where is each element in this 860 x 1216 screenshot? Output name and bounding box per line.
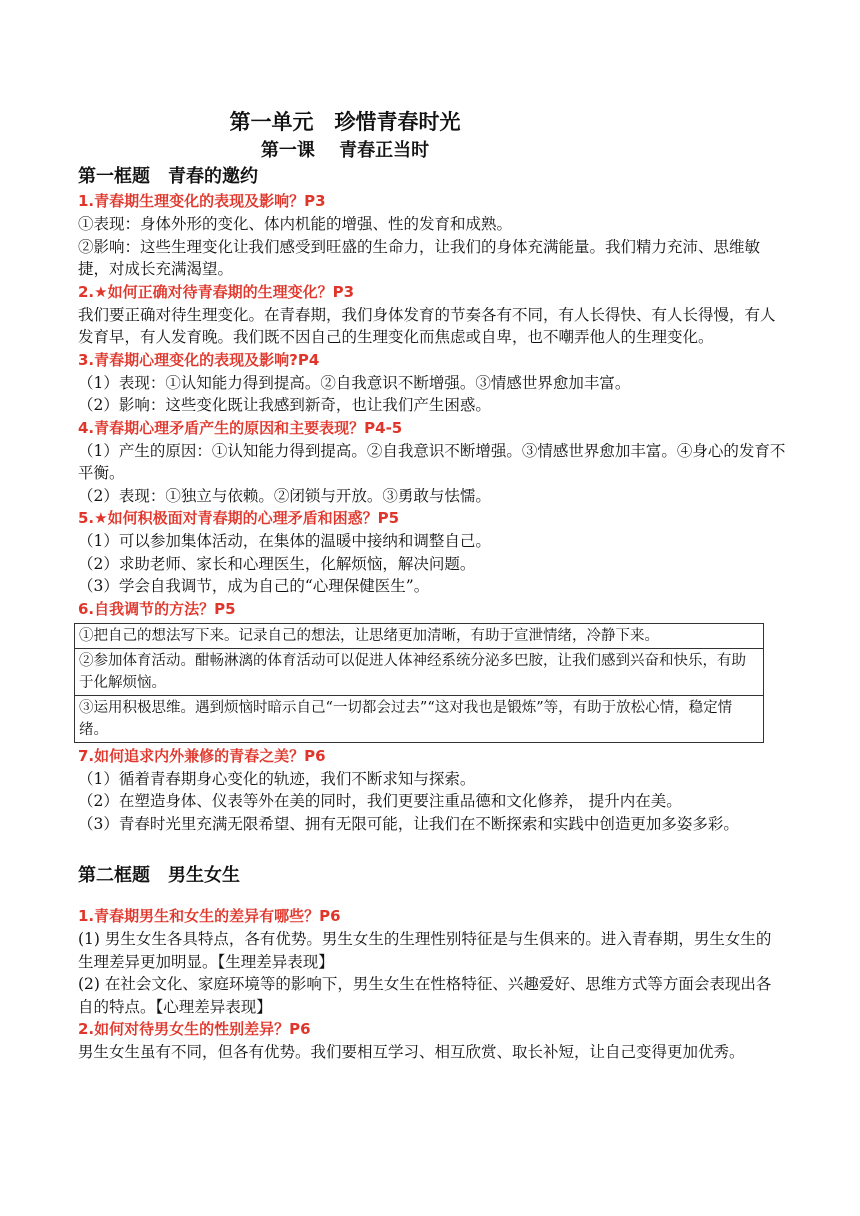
question-heading: 7.如何追求内外兼修的青春之美？P6 — [78, 746, 326, 765]
answer-line: 我们要正确对待生理变化。在青春期，我们身体发育的节奏各有不同，有人长得快、有人长得慢，有人发育早，有人发育晚。我们既不因自己的生理变化而焦虑或自卑，也不嘲弄他人的生理变化。 — [78, 305, 776, 346]
answer-line: （1）表现：①认知能力得到提高。②自我意识不断增强。③情感世界愈加丰富。 — [78, 373, 631, 392]
section-title: 第二框题 男生女生 — [78, 865, 240, 886]
content — [78, 164, 786, 1064]
method-box — [74, 623, 764, 743]
answer-line: ②影响：这些生理变化让我们感受到旺盛的生命力，让我们的身体充满能量。我们精力充沛、思维敏捷，对成长充满渴望。 — [78, 237, 761, 278]
question-heading: 1.青春期生理变化的表现及影响？P3 — [78, 192, 326, 210]
method-row: ③运用积极思维。遇到烦恼时暗示自己“一切都会过去”“这对我也是锻炼”等，有助于放松心情，稳定情绪。 — [75, 695, 763, 742]
answer-line: （1）可以参加集体活动，在集体的温暖中接纳和调整自己。 — [78, 532, 491, 550]
answer-line: （1）循着青春期身心变化的轨迹，我们不断求知与探索。 — [78, 769, 476, 788]
lesson-title: 第一课 青春正当时 — [260, 140, 430, 161]
answer-line: (2) 在社会文化、家庭环境等的影响下，男生女生在性格特征、兴趣爱好、思维方式等方面会表现出各自的特点。【心理差异表现】 — [78, 975, 772, 1016]
method-row: ①把自己的想法写下来。记录自己的想法，让思绪更加清晰，有助于宣泄情绪，冷静下来。 — [79, 627, 659, 644]
question-heading: 2.★如何正确对待青春期的生理变化？P3 — [78, 282, 355, 301]
answer-line: 男生女生虽有不同，但各有优势。我们要相互学习、相互欣赏、取长补短，让自己变得更加优秀。 — [78, 1043, 745, 1061]
answer-line: （1）产生的原因：①认知能力得到提高。②自我意识不断增强。③情感世界愈加丰富。④身心的发育不平衡。 — [78, 441, 786, 482]
answer-line: （2）求助老师、家长和心理医生，化解烦恼，解决问题。 — [78, 554, 476, 573]
question-heading: 1.青春期男生和女生的差异有哪些？P6 — [78, 907, 341, 925]
answer-line: ①表现：身体外形的变化、体内机能的增强、性的发育和成熟。 — [78, 215, 513, 233]
unit-title: 第一单元 珍惜青春时光 — [229, 110, 461, 134]
answer-line: （3）学会自我调节，成为自己的“心理保健医生”。 — [78, 577, 430, 595]
question-heading: 4.青春期心理矛盾产生的原因和主要表现？P4-5 — [78, 418, 403, 437]
answer-line: （3）青春时光里充满无限希望、拥有无限可能，让我们在不断探索和实践中创造更加多姿多彩。 — [78, 814, 739, 833]
method-row: ②参加体育活动。酣畅淋漓的体育活动可以促进人体神经系统分泌多巴胺，让我们感到兴奋和快乐，有助于化解烦恼。 — [75, 648, 763, 695]
answer-line: （2）在塑造身体、仪表等外在美的同时，我们更要注重品德和文化修养， 提升内在美。 — [78, 792, 682, 810]
section-title: 第一框题 青春的邀约 — [78, 166, 258, 187]
answer-line: （2）表现：①独立与依赖。②闭锁与开放。③勇敢与怯懦。 — [78, 486, 491, 505]
answer-line: (1) 男生女生各具特点，各有优势。男生女生的生理性别特征是与生俱来的。进入青春期，男生女生的生理差异更加明显。【生理差异表现】 — [78, 930, 772, 971]
question-heading: 5.★如何积极面对青春期的心理矛盾和困惑？P5 — [78, 509, 400, 527]
answer-line: （2）影响：这些变化既让我感到新奇，也让我们产生困惑。 — [78, 396, 491, 414]
question-heading: 6.自我调节的方法？P5 — [78, 599, 236, 618]
question-heading: 2.如何对待男女生的性别差异？P6 — [78, 1020, 311, 1038]
question-heading: 3.青春期心理变化的表现及影响?P4 — [78, 350, 320, 369]
